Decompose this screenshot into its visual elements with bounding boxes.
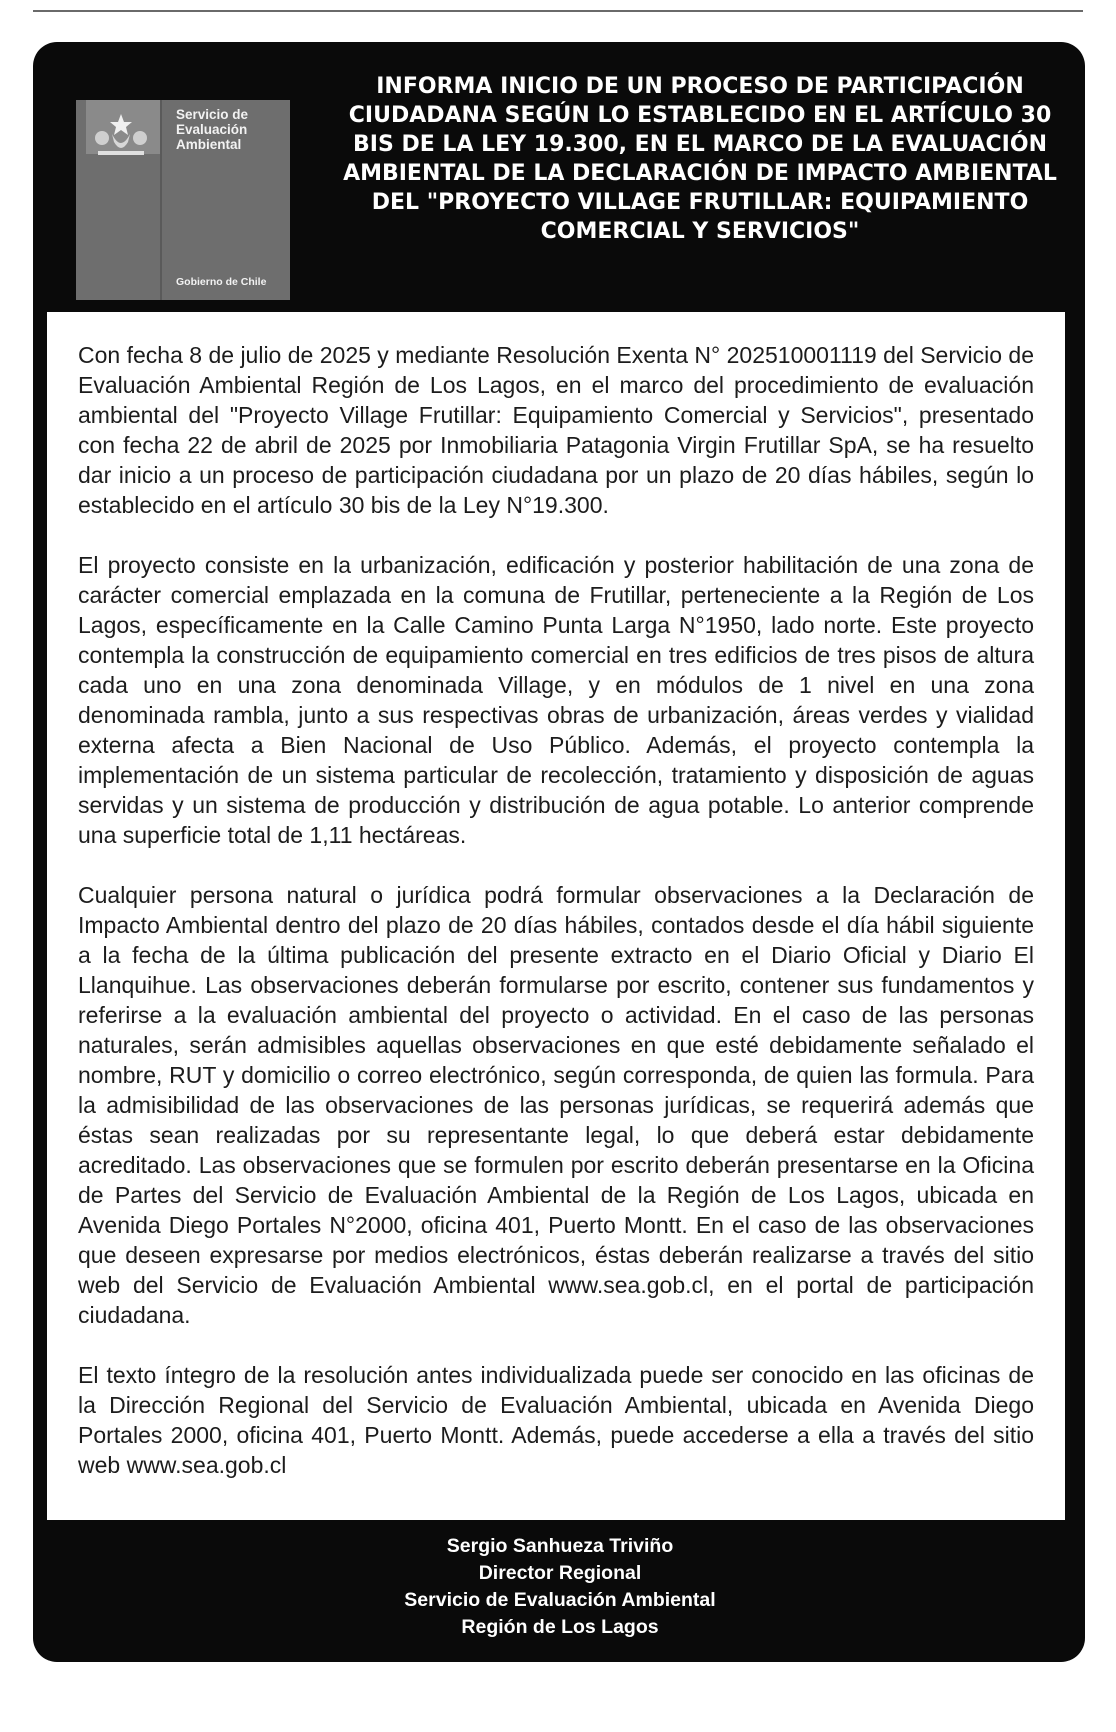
paragraph-resolution: Con fecha 8 de julio de 2025 y mediante Resolución Exenta N° 202510001119 del Servicio de Evaluación Ambiental Región de Los Lagos, en el marco del procedimiento de evaluación ambiental del "Proyecto Village Frutillar: Equipamiento Comercial y Servicios", presentado con fecha 22 de abril de 2025 por Inmobiliaria Patagonia Virgin Frutillar SpA, se ha resuelto dar inicio a un proceso de participación ciudadana por un plazo de 20 días hábiles, según lo establecido en el artículo 30 bis de la Ley N°19.300.: [78, 342, 1034, 518]
logo-name: Servicio de Evaluación Ambiental: [176, 107, 249, 152]
top-rule: [33, 10, 1083, 12]
signatory-institution: Servicio de Evaluación Ambiental: [404, 1589, 716, 1611]
coat-of-arms-icon: [92, 112, 150, 158]
notice-body: [78, 340, 1034, 1510]
logo-government: Gobierno de Chile: [176, 276, 267, 288]
notice-headline: INFORMA INICIO DE UN PROCESO DE PARTICIPACIÓN CIUDADANA SEGÚN LO ESTABLECIDO EN EL ARTÍCULO 30 BIS DE LA LEY 19.300, EN EL MARCO DE LA EVALUACIÓN AMBIENTAL DE LA DECLARACIÓN DE IMPACTO AMBIENTAL DEL "PROYECTO VILLAGE FRUTILLAR: EQUIPAMIENTO COMERCIAL Y SERVICIOS": [343, 74, 1057, 244]
signatory-region: Región de Los Lagos: [461, 1616, 659, 1638]
signatory-name: Sergio Sanhueza Triviño: [446, 1535, 674, 1557]
logo-divider: [160, 100, 162, 300]
signature-block: [340, 1533, 780, 1641]
paragraph-observations: Cualquier persona natural o jurídica podrá formular observaciones a la Declaración de Impacto Ambiental dentro del plazo de 20 días hábiles, contados desde el día hábil siguiente a la fecha de la última publicación del presente extracto en el Diario Oficial y Diario El Llanquihue. Las observaciones deberán formularse por escrito, contener sus fundamentos y referirse a la evaluación ambiental del proyecto o actividad. En el caso de las personas naturales, serán admisibles aquellas observaciones en que esté debidamente señalado el nombre, RUT y domicilio o correo electrónico, según corresponda, de quien las formula. Para la admisibilidad de las observaciones de las personas jurídicas, se requerirá además que éstas sean realizadas por su representante legal, lo que deberá estar debidamente acreditado. Las observaciones que se formulen por escrito deberán presentarse en la Oficina de Partes del Servicio de Evaluación Ambiental de la Región de Los Lagos, ubicada en Avenida Diego Portales N°2000, oficina 401, Puerto Montt. En el caso de las observaciones que deseen expresarse por medios electrónicos, éstas deberán realizarse a través del sitio web del Servicio de Evaluación Ambiental www.sea.gob.cl, en el portal de participación ciudadana.: [78, 882, 1034, 1328]
paragraph-project: El proyecto consiste en la urbanización, edificación y posterior habilitación de una zona de carácter comercial emplazada en la comuna de Frutillar, perteneciente a la Región de Los Lagos, específicamente en la Calle Camino Punta Larga N°1950, lado norte. Este proyecto contempla la construcción de equipamiento comercial en tres edificios de tres pisos de altura cada uno en una zona denominada Village, y en módulos de 1 nivel en una zona denominada rambla, junto a sus respectivas obras de urbanización, áreas verdes y vialidad externa afecta a Bien Nacional de Uso Público. Además, el proyecto contempla la implementación de un sistema particular de recolección, tratamiento y disposición de aguas servidas y un sistema de producción y distribución de agua potable. Lo anterior comprende una superficie total de 1,11 hectáreas.: [78, 552, 1034, 848]
signatory-title: Director Regional: [478, 1562, 642, 1584]
paragraph-full-text: El texto íntegro de la resolución antes individualizada puede ser conocido en las oficinas de la Dirección Regional del Servicio de Evaluación Ambiental, ubicada en Avenida Diego Portales 2000, oficina 401, Puerto Montt. Además, puede accederse a ella a través del sitio web www.sea.gob.cl: [78, 1362, 1034, 1478]
